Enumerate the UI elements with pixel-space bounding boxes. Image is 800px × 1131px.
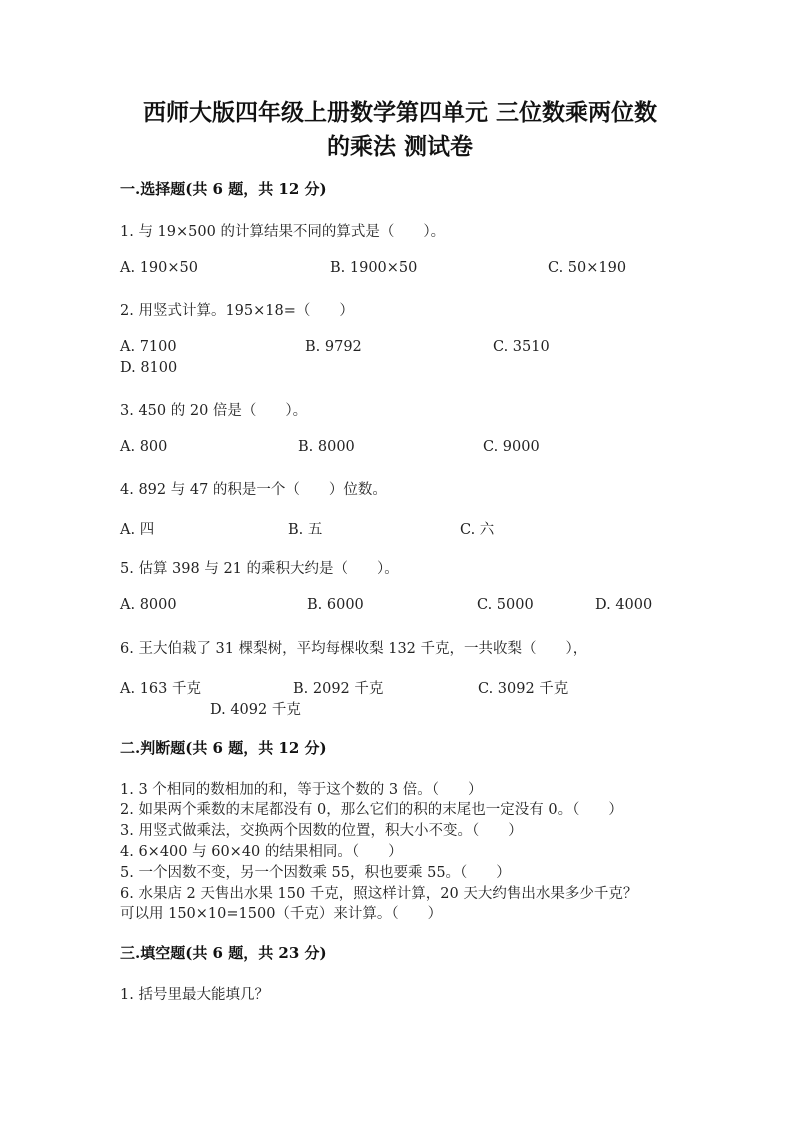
q3-option-c: C. 9000 (483, 439, 540, 455)
q5-option-b: B. 6000 (307, 597, 364, 613)
question-2: 2. 用竖式计算。195×18=（ ） (120, 303, 354, 319)
tf-item-6: 6. 水果店 2 天售出水果 150 千克，照这样计算，20 天大约售出水果多少千克？ (120, 886, 638, 902)
q5-option-d: D. 4000 (595, 597, 653, 613)
q3-option-a: A. 800 (120, 439, 168, 455)
q1-option-a: A. 190×50 (120, 260, 198, 276)
tf-item-6-continued: 可以用 150×10=1500（千克）来计算。（ ） (120, 906, 443, 922)
q4-option-b: B. 五 (288, 522, 323, 538)
section-heading-choice: 一.选择题(共 6 题，共 12 分) (120, 180, 327, 198)
tf-item-5: 5. 一个因数不变，另一个因数乘 55，积也要乘 55。（ ） (120, 865, 511, 881)
question-5: 5. 估算 398 与 21 的乘积大约是（ ）。 (120, 561, 399, 577)
q2-option-c: C. 3510 (493, 339, 550, 355)
question-4: 4. 892 与 47 的积是一个（ ）位数。 (120, 482, 387, 498)
q1-option-c: C. 50×190 (548, 260, 627, 276)
tf-item-4: 4. 6×400 与 60×40 的结果相同。（ ） (120, 844, 403, 860)
exam-title-line1: 西师大版四年级上册数学第四单元 三位数乘两位数 (142, 99, 657, 126)
section-heading-true-false: 二.判断题(共 6 题，共 12 分) (120, 739, 327, 757)
question-3: 3. 450 的 20 倍是（ ）。 (120, 403, 308, 419)
q5-option-a: A. 8000 (120, 597, 177, 613)
question-6: 6. 王大伯栽了 31 棵梨树，平均每棵收梨 132 千克，一共收梨（ ）， (120, 641, 588, 657)
question-1: 1. 与 19×500 的计算结果不同的算式是（ ）。 (120, 224, 446, 240)
q6-option-a: A. 163 千克 (120, 681, 201, 697)
fill-question-1: 1. 括号里最大能填几？ (120, 987, 269, 1003)
tf-item-1: 1. 3 个相同的数相加的和，等于这个数的 3 倍。（ ） (120, 782, 483, 798)
exam-title-line2: 的乘法 测试卷 (326, 133, 473, 160)
q5-option-c: C. 5000 (477, 597, 534, 613)
q6-option-d: D. 4092 千克 (210, 702, 301, 718)
tf-item-2: 2. 如果两个乘数的末尾都没有 0，那么它们的积的末尾也一定没有 0。（ ） (120, 802, 623, 818)
q2-option-d: D. 8100 (120, 360, 178, 376)
section-heading-fill-in: 三.填空题(共 6 题，共 23 分) (120, 944, 327, 962)
q6-option-c: C. 3092 千克 (478, 681, 569, 697)
q3-option-b: B. 8000 (298, 439, 355, 455)
q2-option-b: B. 9792 (305, 339, 362, 355)
q2-option-a: A. 7100 (120, 339, 177, 355)
q4-option-a: A. 四 (120, 522, 155, 538)
q4-option-c: C. 六 (460, 522, 495, 538)
q6-option-b: B. 2092 千克 (293, 681, 384, 697)
tf-item-3: 3. 用竖式做乘法，交换两个因数的位置，积大小不变。（ ） (120, 823, 523, 839)
q1-option-b: B. 1900×50 (330, 260, 418, 276)
